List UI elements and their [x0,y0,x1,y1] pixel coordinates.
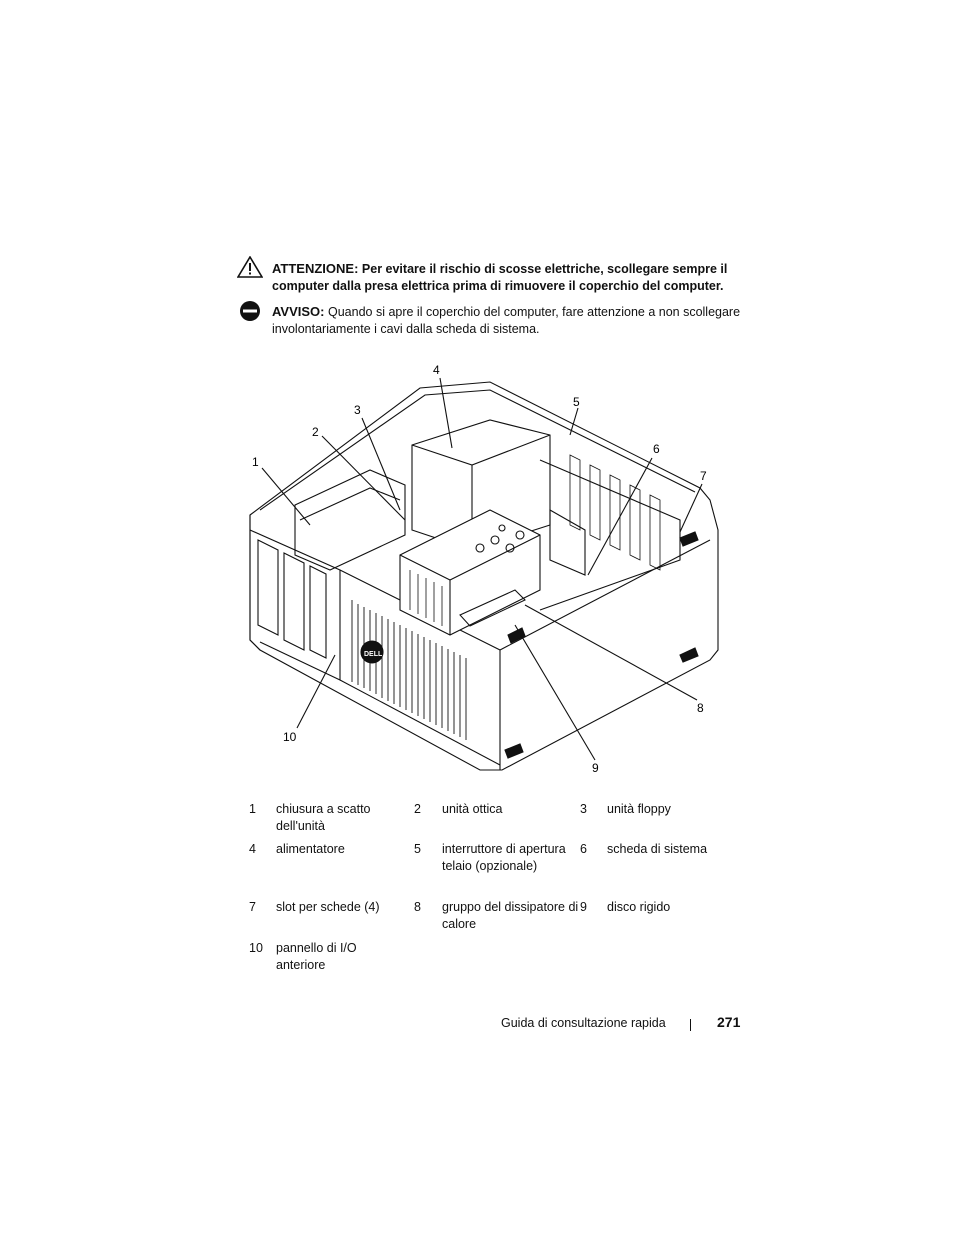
page-number: 271 [717,1014,741,1030]
legend-text: disco rigido [607,900,671,914]
legend-text: chiusura a scatto dell'unità [276,802,371,833]
footer-title: Guida di consultazione rapida [501,1016,666,1030]
avviso-lead: AVVISO: [272,304,325,319]
legend-num: 10 [249,941,263,955]
legend-num: 3 [580,802,587,816]
legend-text: unità floppy [607,802,671,816]
callout-7: 7 [700,469,707,483]
callout-5: 5 [573,395,580,409]
callout-4: 4 [433,363,440,377]
callout-6: 6 [653,442,660,456]
legend-num: 7 [249,900,256,914]
legend-num: 2 [414,802,421,816]
legend-text: scheda di sistema [607,842,708,856]
caution-text [272,260,742,295]
legend-num: 4 [249,842,256,856]
callout-10: 10 [283,730,297,744]
dell-logo: DELL [364,651,383,658]
avviso-text [272,303,742,338]
legend-num: 1 [249,802,256,816]
caution-lead: ATTENZIONE: [272,261,359,276]
legend-text: interruttore di apertura telaio (opzionale) [442,842,566,873]
legend-num: 9 [580,900,587,914]
callout-3: 3 [354,403,361,417]
legend-num: 6 [580,842,587,856]
avviso-body: Quando si apre il coperchio del computer, fare attenzione a non scollegare involontariamente i cavi dalla scheda di sistema. [272,305,741,336]
caution-body: Per evitare il rischio di scosse elettriche, scollegare sempre il computer dalla presa elettrica prima di rimuovere il coperchio del computer. [272,262,728,293]
footer-separator [690,1019,691,1031]
notice-stop-icon [237,300,263,327]
callout-9: 9 [592,761,599,775]
legend-text: gruppo del dissipatore di calore [442,900,579,931]
callout-2: 2 [312,425,319,439]
callout-8: 8 [697,701,704,715]
callout-1: 1 [252,455,259,469]
legend-text: pannello di I/O anteriore [276,941,357,972]
legend-text: alimentatore [276,842,345,856]
computer-interior-figure [240,360,730,780]
legend-num: 8 [414,900,421,914]
warning-triangle-icon [237,256,263,283]
legend-text: slot per schede (4) [276,900,380,914]
legend-num: 5 [414,842,421,856]
legend-text: unità ottica [442,802,503,816]
